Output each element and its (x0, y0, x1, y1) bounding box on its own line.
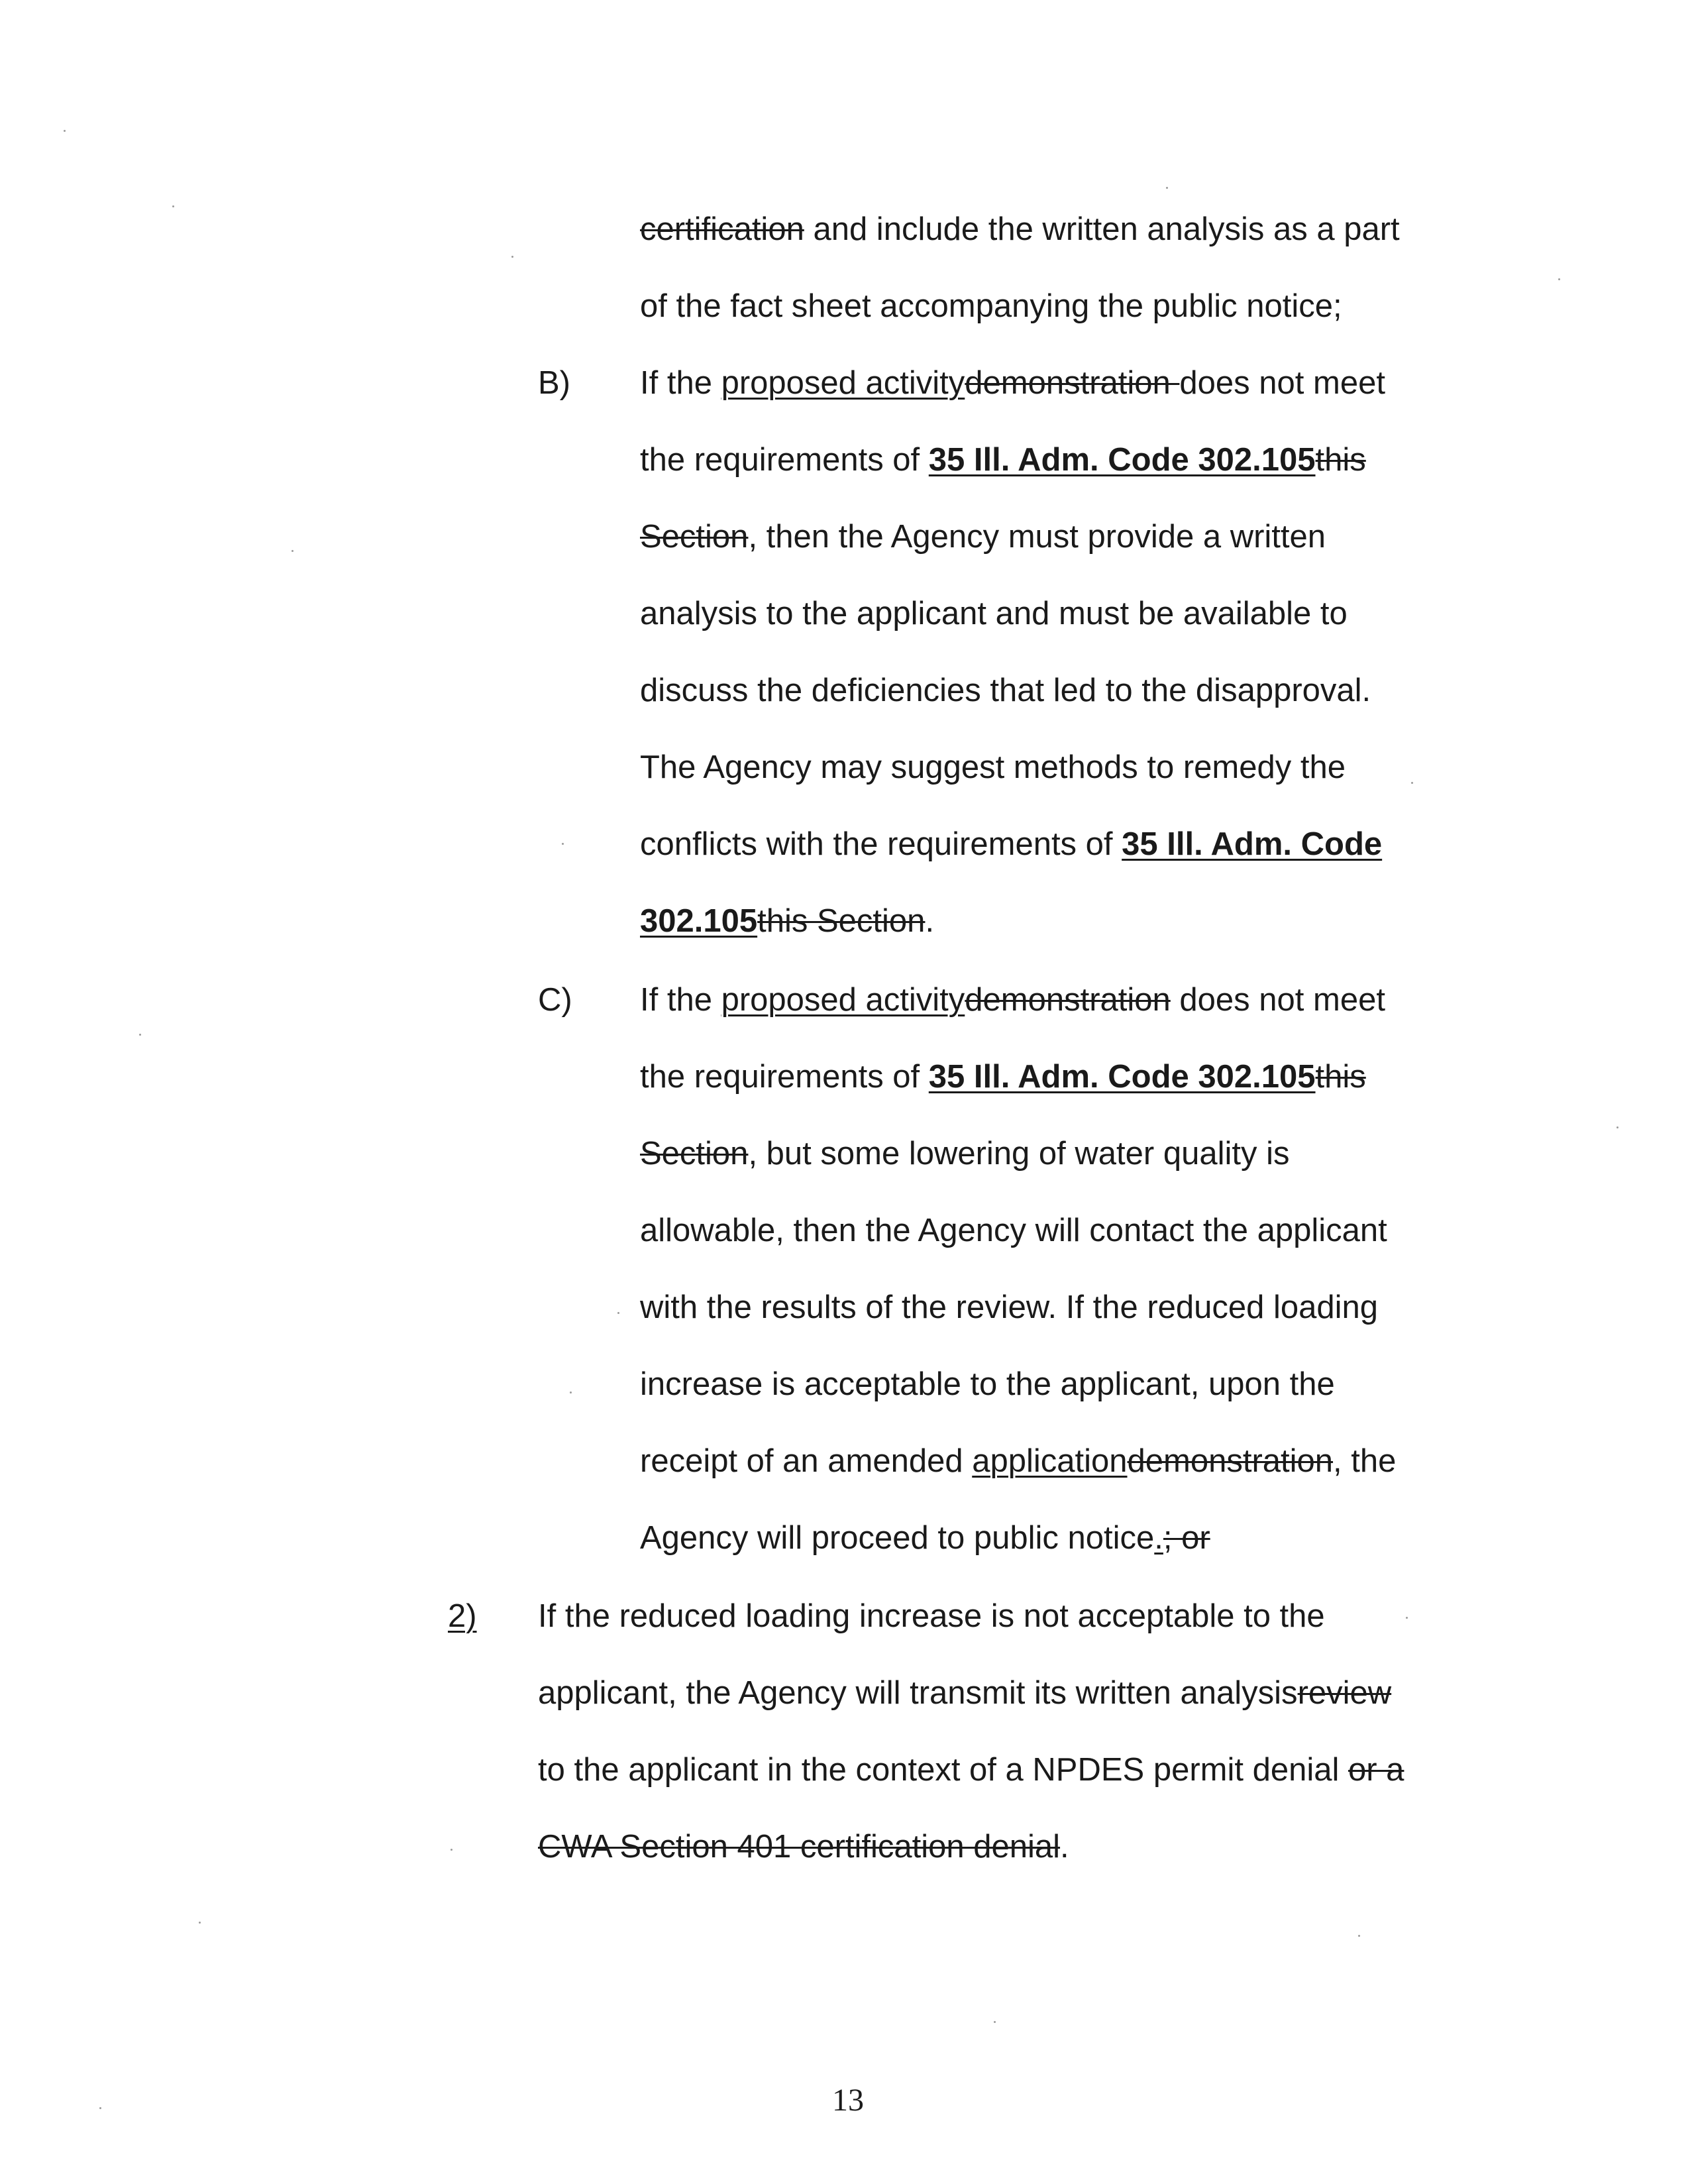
text-run: the requirements of (640, 442, 929, 478)
text-line (640, 1287, 1378, 1327)
struck-text: demonstration (965, 982, 1171, 1018)
item-label-2: 2) (448, 1598, 477, 1634)
struck-text: CWA Section 401 certification denial (538, 1829, 1061, 1865)
text-run: Agency will proceed to public notice (640, 1520, 1155, 1556)
text-run: If the (640, 365, 721, 401)
text-line (640, 517, 1326, 557)
text-run: applicant, the Agency will transmit its written analysis (538, 1675, 1298, 1711)
item-label-b: B) (538, 365, 570, 401)
scan-speck (99, 2107, 101, 2109)
inserted-citation: 302.105 (640, 903, 758, 939)
struck-text: this Section (757, 903, 926, 939)
struck-text: Section (640, 1136, 749, 1172)
text-run: to the applicant in the context of a NPDES permit denial (538, 1752, 1348, 1788)
scan-speck (1558, 278, 1560, 280)
scan-speck (994, 2021, 996, 2023)
text-run: with the results of the review. If the reduced loading (640, 1289, 1379, 1325)
text-line (538, 1827, 1069, 1867)
text-line (640, 286, 1342, 326)
text-line (640, 671, 1371, 710)
text-line (640, 824, 1382, 864)
inserted-text: proposed activity (721, 982, 965, 1018)
text-line (640, 209, 1400, 249)
text-run: , the (1333, 1443, 1397, 1479)
text-run: increase is acceptable to the applicant, upon the (640, 1366, 1335, 1402)
text-run: , then the Agency must provide a written (748, 519, 1326, 555)
text-run: discuss the deficiencies that led to the disapproval. (640, 673, 1371, 708)
scan-speck (511, 256, 513, 258)
text-line (640, 980, 1385, 1020)
scan-speck (139, 1034, 141, 1036)
scan-speck (1616, 1126, 1618, 1128)
text-run: of the fact sheet accompanying the public notice; (640, 288, 1342, 324)
text-run: . (1060, 1829, 1069, 1865)
scan-speck (64, 130, 66, 132)
text-line (640, 747, 1346, 787)
text-line (538, 1673, 1391, 1713)
text-line (640, 1364, 1335, 1404)
text-run: does not meet (1170, 982, 1385, 1018)
scan-speck (172, 205, 174, 207)
text-run: receipt of an amended (640, 1443, 973, 1479)
struck-text: or a (1348, 1752, 1404, 1788)
text-line (640, 1211, 1387, 1250)
inserted-citation: 35 Ill. Adm. Code (1122, 826, 1383, 862)
text-line (640, 440, 1366, 480)
scan-speck (1166, 187, 1168, 189)
text-line (640, 1518, 1210, 1558)
text-run: If the reduced loading increase is not acceptable to the (538, 1598, 1325, 1634)
struck-text: demonstration (965, 365, 1180, 401)
struck-text: review (1297, 1675, 1392, 1711)
scan-speck (199, 1922, 201, 1924)
page-number: 13 (832, 2083, 864, 2118)
text-line (640, 901, 934, 941)
text-line (538, 1596, 1325, 1636)
text-run: conflicts with the requirements of (640, 826, 1122, 862)
text-line (640, 1057, 1366, 1097)
scan-speck (562, 843, 564, 845)
scan-speck (570, 1392, 572, 1393)
scan-speck (617, 1312, 619, 1314)
inserted-text: application (972, 1443, 1128, 1479)
struck-text: Section (640, 519, 749, 555)
text-run: does not meet (1179, 365, 1385, 401)
text-run: , but some lowering of water quality is (748, 1136, 1290, 1172)
text-run: analysis to the applicant and must be available to (640, 596, 1348, 631)
text-run: If the (640, 982, 721, 1018)
inserted-citation: 35 Ill. Adm. Code 302.105 (928, 1059, 1316, 1095)
text-run: . (925, 903, 935, 939)
text-line (640, 1441, 1396, 1481)
struck-text: ; or (1163, 1520, 1210, 1556)
inserted-citation: 35 Ill. Adm. Code 302.105 (928, 442, 1316, 478)
inserted-text: proposed activity (721, 365, 965, 401)
item-label-c: C) (538, 982, 572, 1018)
struck-text: this (1315, 1059, 1366, 1095)
text-line (640, 594, 1348, 633)
scan-speck (1358, 1935, 1360, 1937)
struck-text: this (1315, 442, 1366, 478)
text-run: The Agency may suggest methods to remedy the (640, 749, 1346, 785)
text-run: the requirements of (640, 1059, 929, 1095)
text-line (640, 1134, 1289, 1174)
scan-speck (450, 1849, 452, 1851)
text-line (640, 363, 1385, 403)
scan-speck (1406, 1617, 1408, 1619)
struck-text: demonstration (1127, 1443, 1334, 1479)
text-run: allowable, then the Agency will contact the applicant (640, 1213, 1387, 1248)
text-line (538, 1750, 1404, 1790)
text-run: and include the written analysis as a part (804, 211, 1400, 247)
inserted-text: . (1154, 1520, 1163, 1556)
struck-text: certification (640, 211, 804, 247)
scan-speck (1411, 782, 1413, 784)
scan-speck (292, 550, 293, 552)
